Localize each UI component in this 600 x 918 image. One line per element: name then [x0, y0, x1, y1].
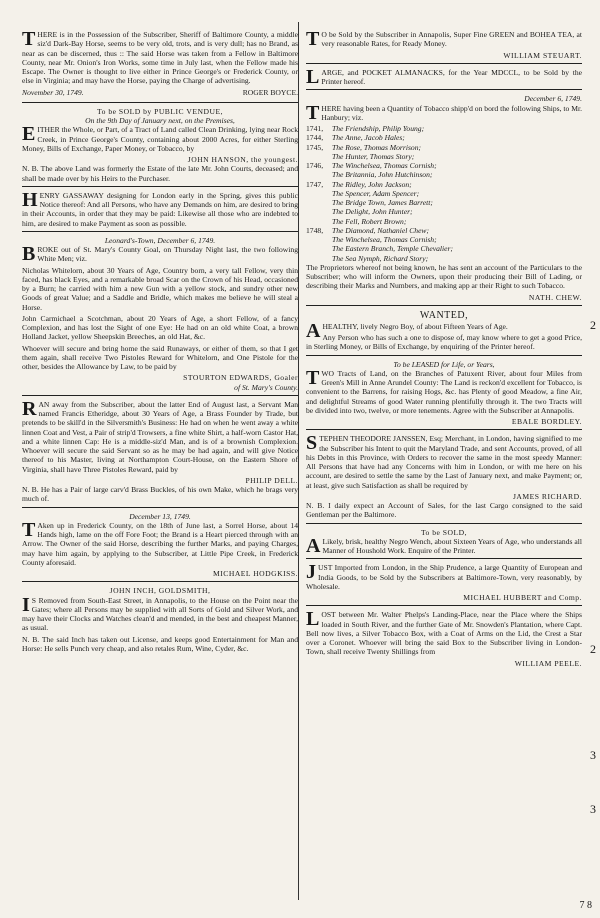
divider	[306, 89, 582, 90]
page-number: 7 8	[579, 899, 592, 911]
ad-paragraph: Any Person who has such a one to dispose of, may know where to get a good Price, in Sterling Money, or Bills of Exchange, by enquiring of the Printer hereof.	[306, 333, 582, 352]
ship-name: The Winchelsea, Thomas Cornish;	[332, 235, 437, 244]
divider	[306, 523, 582, 524]
ad-note: N. B. The said Inch has taken out License, and keeps good Entertainment for Man and Horse: He sells Punch very cheap, and also retales Rum, Wine, Cyder, &c.	[22, 634, 298, 653]
divider	[22, 102, 298, 103]
ship-entry	[306, 207, 582, 216]
ship-name: The Rose, Thomas Morrison;	[332, 142, 422, 152]
ad-subtitle: On the 9th Day of January next, on the Premises,	[85, 116, 235, 125]
ad-tea	[306, 30, 582, 60]
drop-cap: T	[306, 28, 320, 50]
ad-gassaway	[22, 188, 298, 228]
divider	[306, 605, 582, 606]
drop-cap: A	[306, 534, 321, 557]
drop-cap: E	[22, 123, 36, 146]
ad-note: N. B. The above Land was formerly the Estate of the late Mr. John Courts, deceased; and shall be made over by his Heirs to the Purchaser.	[22, 164, 298, 183]
ad-title: WANTED,	[419, 309, 469, 321]
ad-text: AN away from the Subscriber, about the latter End of August last, a Servant Man named Francis Etheridge, about 30 Years of Age, a Brass Founder by Trade, but pretends to be skill'd in the Silversmith's Business: He had on when he went away a white linnen Coat and Vest, a Pair of strip'd Trowsers, a fine white Shirt, a half-worn Castor Hat, and a white linnen Cap: He is a middle-siz'd Man, and is of a brownish Complexion. Whoever will secure the said Servant so as he may be had again, and will give Notice thereof to his Master, living at Northampton Court-House, on the Eastern Shore of Virginia, shall have Three Pistoles Reward, paid by	[22, 399, 298, 474]
ad-lease	[306, 360, 582, 427]
ad-text: ARGE, and POCKET ALMANACKS, for the Year MDCCL, to be Sold by the Printer hereof.	[321, 67, 582, 86]
ad-text: Likely, brisk, healthy Negro Wench, about Sixteen Years of Age, who understands all Manner of Houshold Work. Enquire of the Printer.	[322, 536, 582, 556]
margin-mark: 3	[590, 802, 596, 816]
drop-cap: S	[306, 432, 318, 455]
divider	[306, 558, 582, 559]
ad-janssen	[306, 434, 582, 519]
margin-mark: 3	[590, 748, 596, 762]
divider	[306, 429, 582, 430]
ship-name: The Delight, John Hunter;	[332, 207, 413, 217]
ad-goal-break	[22, 236, 298, 392]
ad-title: To be SOLD by PUBLIC VENDUE,	[97, 106, 223, 116]
ship-entry	[306, 226, 582, 235]
ad-signature: WILLIAM PEELE.	[514, 658, 582, 668]
ad-goldsmith	[22, 586, 298, 653]
ad-note: N. B. I daily expect an Account of Sales, for the last Cargo consigned to the said Gentleman per the Baltimore.	[306, 501, 582, 520]
drop-cap: B	[22, 243, 36, 265]
ship-entry	[306, 133, 582, 142]
ship-name: The Eastern Branch, Temple Chevalier;	[332, 244, 453, 254]
ship-name: The Friendship, Philip Young;	[332, 124, 425, 133]
ad-signature: MICHAEL HUBBERT and Comp.	[463, 593, 582, 603]
ad-date: December 13, 1749.	[129, 511, 191, 521]
ad-imported	[306, 563, 582, 602]
ad-wanted	[306, 310, 582, 352]
ship-entry	[306, 143, 582, 152]
ship-year: 1745,	[306, 142, 324, 152]
ad-text: O be Sold by the Subscriber in Annapolis, Super Fine GREEN and BOHEA TEA, at very reasonable Rates, for Ready Money.	[321, 30, 582, 49]
drop-cap: L	[306, 608, 320, 631]
drop-cap: L	[306, 65, 320, 88]
ad-text: TEPHEN THEODORE JANSSEN, Esq; Merchant, in London, having signified to me the Subscriber his Intent to quit the Maryland Trade, and sent Accounts, proved, of all his Debts in this Province, with Orders to recover the same in the most speedy Manner: All Persons that have had any Concerns with him in London, or with me here on his account, are desired to settle the same by the Last of January next, and make Payment; or, at least, give such Satisfaction as shall be required by	[306, 434, 582, 490]
ad-public-vendue	[22, 107, 298, 183]
ad-title: To be SOLD,	[420, 527, 468, 537]
ship-entry	[306, 254, 582, 263]
divider	[306, 305, 582, 306]
ad-text: HERE having been a Quantity of Tobacco shipp'd on bord the following Ships, to Mr. Hanbury; viz.	[321, 103, 582, 122]
ship-list	[306, 124, 582, 263]
ship-entry	[306, 161, 582, 170]
ship-name: The Fell, Robert Brown;	[332, 216, 407, 226]
ad-text: ITHER the Whole, or Part, of a Tract of Land called Clean Drinking, lying near Rock Creek, in Prince George's County, containing about 2000 Acres, for either Sterling Money, Bills of Exchange, Paper Money, or Tobacco, by	[22, 125, 298, 153]
ship-year: 1746,	[306, 161, 324, 170]
drop-cap: T	[306, 366, 320, 389]
ad-stray-horse	[22, 30, 298, 99]
column-rule	[298, 22, 299, 900]
ad-paragraph: The Proprietors whereof not being known, he has sent an account of the Particulars to the Subscriber; who will inform the Owners, upon their producing their Bill of Lading, or describing their Marks and Numbers, and making app ar their Right to such Tobacco.	[306, 262, 582, 291]
divider	[22, 581, 298, 582]
ship-year: 1748,	[306, 225, 324, 235]
ad-text: UST Imported from London, in the Ship Prudence, a large Quantity of European and India Goods, to be Sold by the Subscribers at Baltimore-Town, very reasonably, by Wholesale.	[306, 563, 582, 591]
drop-cap: T	[22, 518, 36, 541]
ad-text: S Removed from South-East Street, in Annapolis, to the House on the Point near the Gates; where all Persons may be supplied with all Sorts of Gold and Silver Work, and may have their Clocks and Watches clean'd and mended, in the best and cheapest Manner, as usual.	[22, 595, 298, 633]
ad-text: ROKE out of St. Mary's County Goal, on Thursday Night last, the two following White Men; viz.	[37, 245, 298, 264]
drop-cap: I	[22, 593, 30, 616]
ad-text: HERE is in the Possession of the Subscriber, Sheriff of Baltimore County, a middle siz'd Dark-Bay Horse, seems to be very old, trots, and is very dull; has no Brand, as near as can be discerned, thus :: The said Horse was taken from a Fellow in Baltimore County, near Mr. Onion's Iron Works, some time in July last, when the Fellow made his Escape. The Owner is thought to live either in Prince George's or Frederick County, or else in Virginia; and may have the Horse, paying the Charge of advertising.	[22, 30, 298, 86]
ship-entry	[306, 189, 582, 198]
ship-name: The Ridley, John Jackson;	[332, 179, 412, 189]
ship-year: 1741,	[306, 124, 324, 133]
ship-name: The Bridge Town, James Barrett;	[332, 198, 433, 207]
ship-year: 1747,	[306, 179, 324, 189]
ad-text: ENRY GASSAWAY designing for London early in the Spring, gives this public Notice thereof: And all Persons, who have any Demands on him, are desired to bring in their Accounts, in order that they may be paid: Likewise all those who are indebted to him, are desired to make Payment as soon as possible.	[22, 190, 298, 228]
ad-paragraph: Nicholas Whitelorn, about 30 Years of Age, Country born, a very tall Fellow, very thin faced, has black Eyes, and a remarkable broad Scar on the Crown of his Head, occasioned by a Burn; he carried with him a new Gun with a yellow stock, and sundry other new Goods of great Value; and a Saddle and Bridle, which makes me believe he will steal a Horse.	[22, 265, 298, 312]
margin-mark: 2	[590, 318, 596, 332]
ship-name: The Anne, Jacob Hales;	[332, 133, 405, 143]
ad-note: N. B. He has a Pair of large carv'd Brass Buckles, of his own Make, which he brags very much of.	[22, 485, 298, 504]
ship-name: The Spencer, Adam Spencer;	[332, 188, 420, 198]
ship-name: The Winchelsea, Thomas Cornish;	[332, 161, 437, 170]
ship-name: The Hunter, Thomas Story;	[332, 151, 415, 161]
ship-entry	[306, 152, 582, 161]
drop-cap: J	[306, 561, 316, 584]
ad-title: To be LEASED for Life, or Years,	[393, 359, 495, 369]
drop-cap: H	[22, 188, 38, 211]
drop-cap: A	[306, 319, 321, 342]
ad-title: JOHN INCH, GOLDSMITH,	[109, 586, 211, 596]
ship-entry	[306, 244, 582, 253]
ship-entry	[306, 217, 582, 226]
ship-year: 1744,	[306, 133, 324, 143]
ship-entry	[306, 180, 582, 189]
margin-mark: 2	[590, 642, 596, 656]
ship-name: The Sea Nymph, Richard Story;	[332, 253, 429, 263]
ad-to-be-sold	[306, 528, 582, 556]
ad-lost-box	[306, 610, 582, 668]
ad-signature: JAMES RICHARD.	[512, 491, 582, 501]
ad-text: HEALTHY, lively Negro Boy, of about Fifteen Years of Age.	[322, 321, 508, 331]
ad-paragraph: Whoever will secure and bring home the said Runaways, or either of them, so that I get them again, shall receive Two Pistoles Reward for Whitelorn, and One Pistole for the other, besides the Allowance by Law, to be paid by	[22, 343, 298, 371]
ad-signature: EBALE BORDLEY.	[511, 417, 582, 427]
ship-name: The Diamond, Nathaniel Chew;	[332, 225, 430, 235]
ad-runaway-servant	[22, 397, 298, 504]
ad-signature: JOHN HANSON, the youngest.	[187, 155, 298, 164]
ad-text: WO Tracts of Land, on the Branches of Patuxent River, about four Miles from Green's Mill in Anne Arundel County: The Land is reckon'd excellent for Tobacco, is convenient to the Barrens, for raising Hogs, &c. has Plenty of good Meadow, a fine Air, and delightful Streams of good Water running plentifully through it. The two Tracts will be divided into two, twelve, or more tenements. Agree with the Subscriber at Annapolis.	[306, 368, 582, 415]
ship-entry	[306, 235, 582, 244]
left-column	[22, 30, 298, 656]
divider	[22, 186, 298, 187]
ad-date: December 6, 1749.	[524, 94, 582, 104]
ship-entry	[306, 170, 582, 179]
ad-signature: NATH. CHEW.	[528, 292, 582, 302]
ad-sorrel-horse	[22, 512, 298, 579]
divider	[22, 507, 298, 508]
ship-entry	[306, 124, 582, 133]
ad-text: Aken up in Frederick County, on the 18th of June last, a Sorrel Horse, about 14 Hands high, lame on the off Fore Foot; the Brand is a Heart pierced through with an Arrow. The Owner of the said Horse, describing the further Marks, and paying Charges, may have him again, by applying to the Subscriber, at Little Pipe Creek, in Frederick County aforesaid.	[22, 520, 298, 567]
ad-signature-line: of St. Mary's County.	[234, 382, 298, 392]
ad-signature: STOURTON EDWARDS, Goaler	[183, 373, 298, 383]
divider	[22, 395, 298, 396]
drop-cap: T	[22, 28, 36, 50]
ship-name: The Britannia, John Hutchinson;	[332, 170, 433, 180]
right-column	[306, 30, 582, 671]
ship-entry	[306, 198, 582, 207]
ad-date: Leonard's-Town, December 6, 1749.	[104, 235, 216, 245]
drop-cap: R	[22, 397, 37, 420]
ad-tobacco-ships	[306, 94, 582, 302]
ad-signature: WILLIAM STEUART.	[503, 50, 582, 60]
divider	[306, 355, 582, 356]
divider	[22, 231, 298, 232]
drop-cap: T	[306, 101, 320, 124]
divider	[306, 63, 582, 64]
ad-date: November 30, 1749.	[22, 87, 84, 97]
ad-signature: PHILIP DELL.	[245, 475, 298, 485]
ad-signature: MICHAEL HODGKISS.	[212, 569, 298, 578]
ad-almanacks	[306, 65, 582, 88]
ad-text: OST between Mr. Walter Phelps's Landing-Place, near the Place where the Ships loaded in South River, and the further Gate of Mr. Snowden's Plantation, where Capt. Bell now lives, a Silver Tobacco Box, with a Coat of Arms on the Lid, the Crest a Star over a Coronet. Whoever will bring the said Box to the Subscriber living in London-Town, shall receive Twenty Shillings from	[306, 610, 582, 657]
ad-paragraph: John Carmichael a Scotchman, about 20 Years of Age, a short Fellow, of a fancy Complexion, and has lost the Sight of one Eye: He had on an old white Coat, a brown Holland Jacket, yellow Sheepskin Breeches, an old Hat, &c.	[22, 313, 298, 342]
ad-signature: ROGER BOYCE.	[242, 87, 298, 97]
